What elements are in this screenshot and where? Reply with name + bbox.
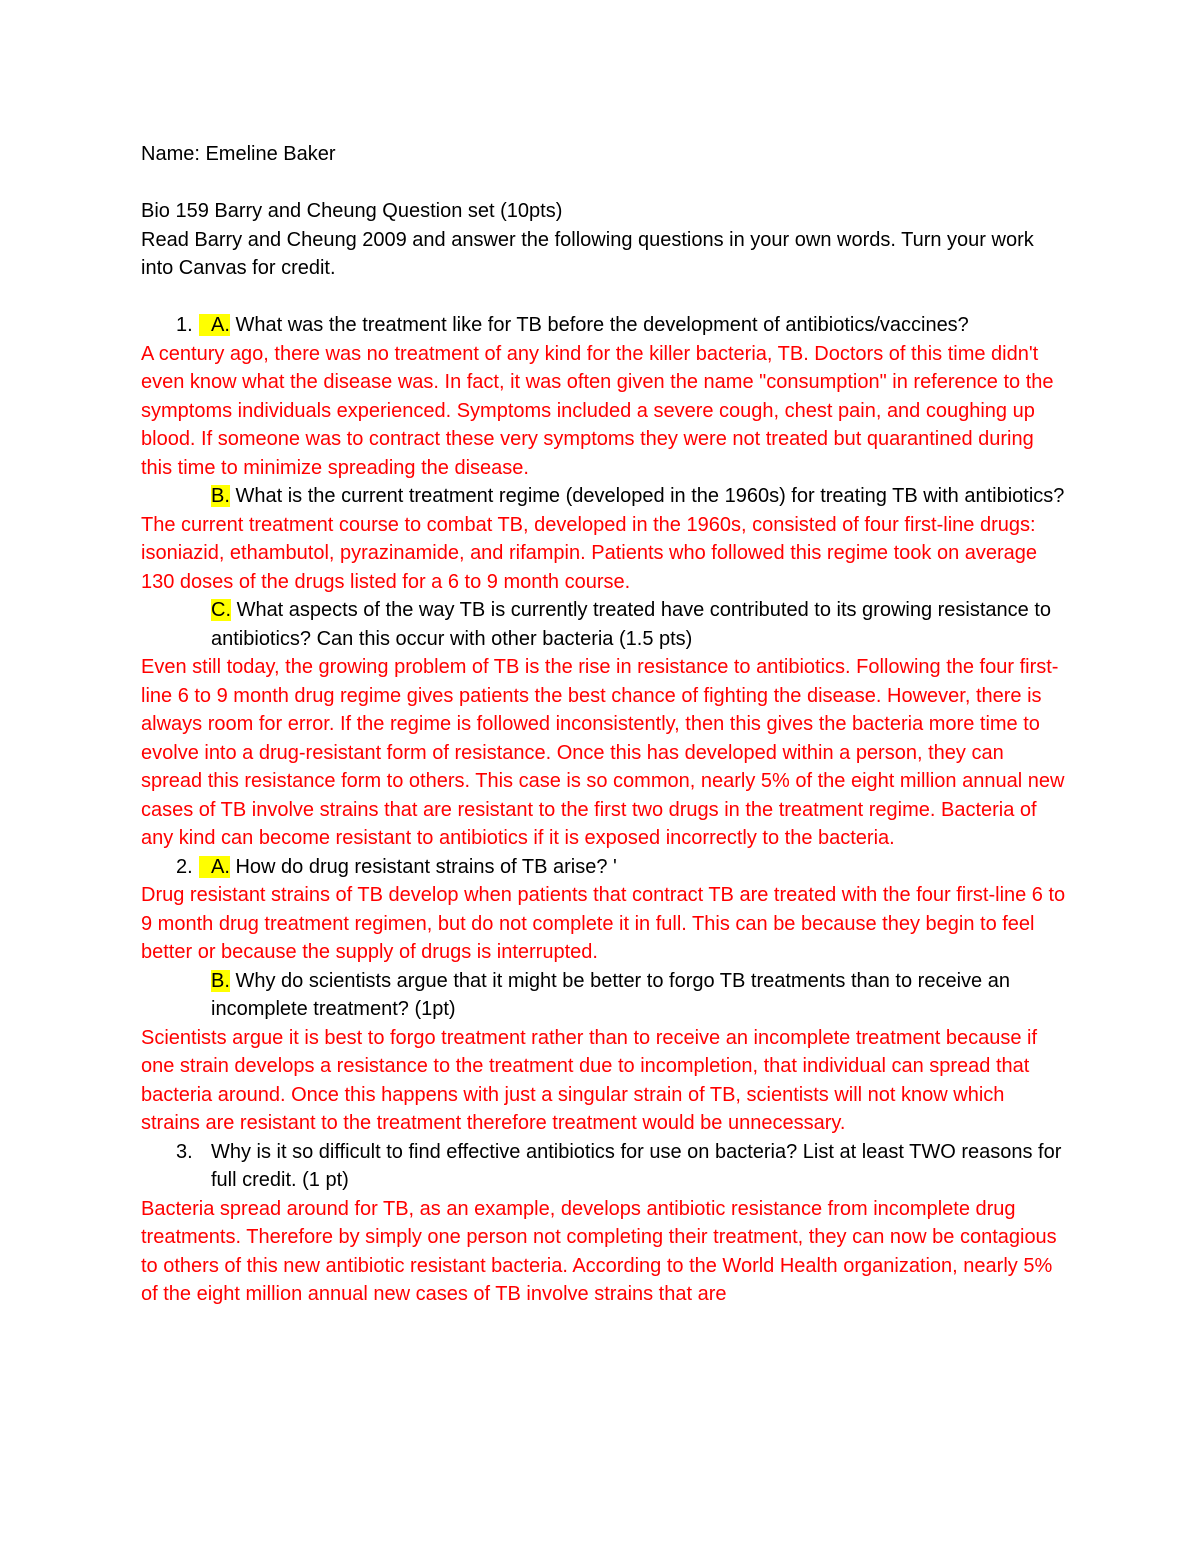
question-1a: [141, 311, 1066, 340]
answer-1c: Even still today, the growing problem of TB is the rise in resistance to antibiotics. Following the four first-line 6 to 9 month drug regime gives patients the best chance of fighting the disease. However, there is always room for error. If the regime is followed inconsistently, then this gives the bacteria more time to evolve into a drug-resistant form of resistance. Once this has developed within a person, they can spread this resistance form to others. This case is so common, nearly 5% of the eight million annual new cases of TB involve strains that are resistant to the first two drugs in the treatment regime. Bacteria of any kind can become resistant to antibiotics if it is exposed incorrectly to the bacteria.: [141, 656, 1065, 849]
question-2b: [141, 967, 1066, 1024]
question-text: What is the current treatment regime (developed in the 1960s) for treating TB with antibiotics?: [235, 485, 1065, 507]
instructions: Read Barry and Cheung 2009 and answer the following questions in your own words. Turn your work into Canvas for credit.: [141, 228, 1034, 279]
question-text: Why is it so difficult to find effective antibiotics for use on bacteria? List at least TWO reasons for full credit. (1 pt): [211, 1140, 1062, 1191]
question-number: 3.: [176, 1140, 193, 1163]
question-2a: [141, 853, 1066, 882]
answer-1a: A century ago, there was no treatment of any kind for the killer bacteria, TB. Doctors of this time didn't even know what the disease was. In fact, it was often given the name "consumption" in reference to the symptoms individuals experienced. Symptoms included a severe cough, chest pain, and coughing up blood. If someone was to contract these very symptoms they were not treated but quarantined during this time to minimize spreading the disease.: [141, 342, 1054, 479]
highlight-letter: B.: [211, 485, 230, 507]
question-number: 2.: [176, 855, 193, 878]
answer-2b: Scientists argue it is best to forgo treatment rather than to receive an incomplete treatment because if one strain develops a resistance to the treatment due to incompletion, that individual can spread that bacteria around. Once this happens with just a singular strain of TB, scientists will not know which strains are resistant to the treatment therefore treatment would be unnecessary.: [141, 1026, 1038, 1134]
answer-2a: Drug resistant strains of TB develop when patients that contract TB are treated with the four first-line 6 to 9 month drug treatment regimen, but do not complete it in full. This can be because they begin to feel better or because the supply of drugs is interrupted.: [141, 884, 1066, 963]
answer-3: Bacteria spread around for TB, as an example, develops antibiotic resistance from incomplete drug treatments. Therefore by simply one person not completing their treatment, they can now be contagious to others of this new antibiotic resistant bacteria. According to the World Health organization, nearly 5% of the eight million annual new cases of TB involve strains that are: [141, 1197, 1057, 1305]
question-text: Why do scientists argue that it might be better to forgo TB treatments than to receive an incomplete treatment? (1pt): [211, 969, 1010, 1020]
question-text: What aspects of the way TB is currently treated have contributed to its growing resistance to antibiotics? Can this occur with other bacteria (1.5 pts): [211, 599, 1052, 650]
highlight-letter: C.: [211, 599, 231, 621]
question-1c: [141, 596, 1066, 653]
highlight-letter: B.: [211, 969, 230, 992]
answer-1b: The current treatment course to combat TB, developed in the 1960s, consisted of four first-line drugs: isoniazid, ethambutol, pyrazinamide, and rifampin. Patients who followed this regime took on average 130 doses of the drugs listed for a 6 to 9 month course.: [141, 513, 1038, 593]
highlight-letter: A.: [199, 856, 230, 878]
question-3: [141, 1138, 1066, 1195]
question-1b: [141, 482, 1066, 511]
question-number: 1.: [176, 314, 193, 336]
question-text: What was the treatment like for TB before the development of antibiotics/vaccines?: [235, 314, 969, 336]
highlight-letter: A.: [199, 314, 230, 336]
question-text: How do drug resistant strains of TB arise? ': [235, 855, 617, 878]
assignment-title: Bio 159 Barry and Cheung Question set (10pts): [141, 200, 563, 222]
name-line: Name: Emeline Baker: [141, 143, 336, 165]
document-body: [141, 140, 1066, 1309]
